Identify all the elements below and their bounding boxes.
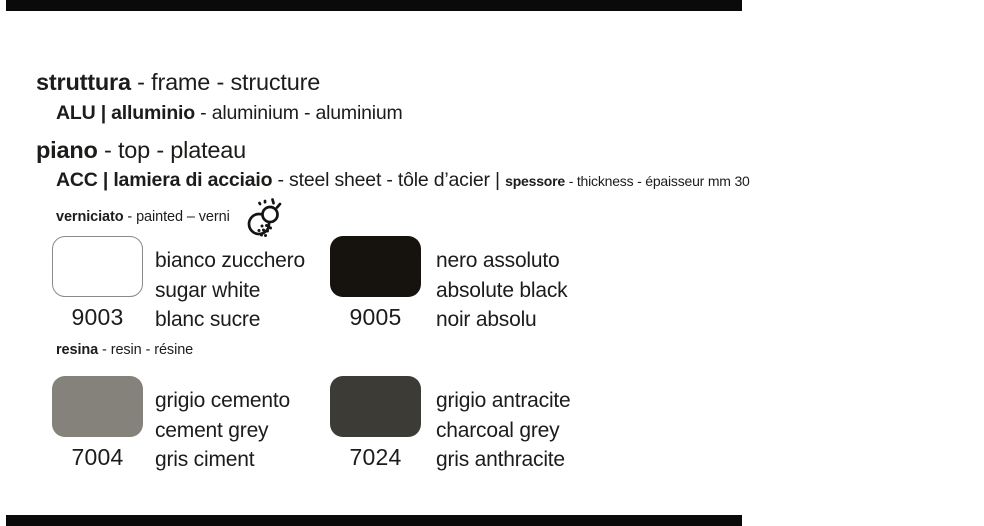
line-verniciato: [56, 209, 230, 225]
swatch-code: 9003: [71, 304, 124, 330]
swatch-code: 7024: [349, 444, 402, 470]
swatch-name-fr: blanc sucre: [155, 308, 261, 331]
color-swatch-7024: [330, 376, 421, 437]
swatch-name-en: sugar white: [155, 278, 261, 302]
swatch-name-it: bianco zucchero: [155, 249, 305, 272]
swatch-name-fr: gris anthracite: [436, 448, 565, 471]
line-resina-bold: resina: [56, 342, 99, 358]
line-acc: [56, 169, 750, 192]
swatch-names: [436, 386, 571, 475]
color-swatch-9005: [330, 236, 421, 297]
swatch-column: [52, 236, 143, 331]
swatch-names: [436, 246, 567, 335]
swatch-name-it: nero assoluto: [436, 249, 560, 272]
swatch-name-fr: gris ciment: [155, 448, 255, 471]
line-alu-rest: - aluminium - aluminium: [194, 102, 403, 124]
heading-struttura-bold: struttura: [36, 69, 131, 95]
swatch-name-en: cement grey: [155, 418, 269, 442]
swatch-code: 9005: [349, 304, 402, 330]
line-acc-thickness: - thickness - épaisseur mm 30: [565, 173, 750, 189]
line-acc-bold: ACC | lamiera di acciaio: [56, 169, 273, 191]
heading-struttura-rest: - frame - structure: [130, 69, 321, 95]
heading-piano-rest: - top - plateau: [97, 137, 247, 163]
color-swatch-7004: [52, 376, 143, 437]
painted-swatch-row: [0, 236, 984, 336]
line-resina: [56, 342, 193, 358]
resin-swatch-row: [0, 376, 984, 476]
swatch-name-en: charcoal grey: [436, 418, 560, 442]
swatch-name-fr: noir absolu: [436, 308, 537, 331]
swatch-code: 7004: [71, 444, 124, 470]
line-verniciato-rest: - painted – verni: [123, 209, 230, 225]
heading-piano: [36, 137, 246, 164]
line-verniciato-bold: verniciato: [56, 209, 124, 225]
swatch-names: [155, 246, 305, 335]
color-swatch-9003: [52, 236, 143, 297]
swatch-name-it: grigio antracite: [436, 389, 571, 412]
heading-piano-bold: piano: [36, 137, 98, 163]
swatch-names: [155, 386, 290, 475]
line-alu: [56, 102, 403, 125]
line-alu-bold: ALU | alluminio: [56, 102, 195, 124]
line-acc-spessore: spessore: [505, 173, 565, 189]
line-acc-rest: - steel sheet - tôle d’acier |: [272, 169, 506, 191]
swatch-name-it: grigio cemento: [155, 389, 290, 412]
top-rule: [6, 0, 742, 11]
bottom-rule: [6, 515, 742, 526]
line-resina-rest: - resin - résine: [98, 342, 194, 358]
swatch-name-en: absolute black: [436, 278, 568, 302]
heading-struttura: [36, 69, 320, 96]
swatch-column: [330, 376, 421, 471]
swatch-column: [330, 236, 421, 331]
swatch-column: [52, 376, 143, 471]
